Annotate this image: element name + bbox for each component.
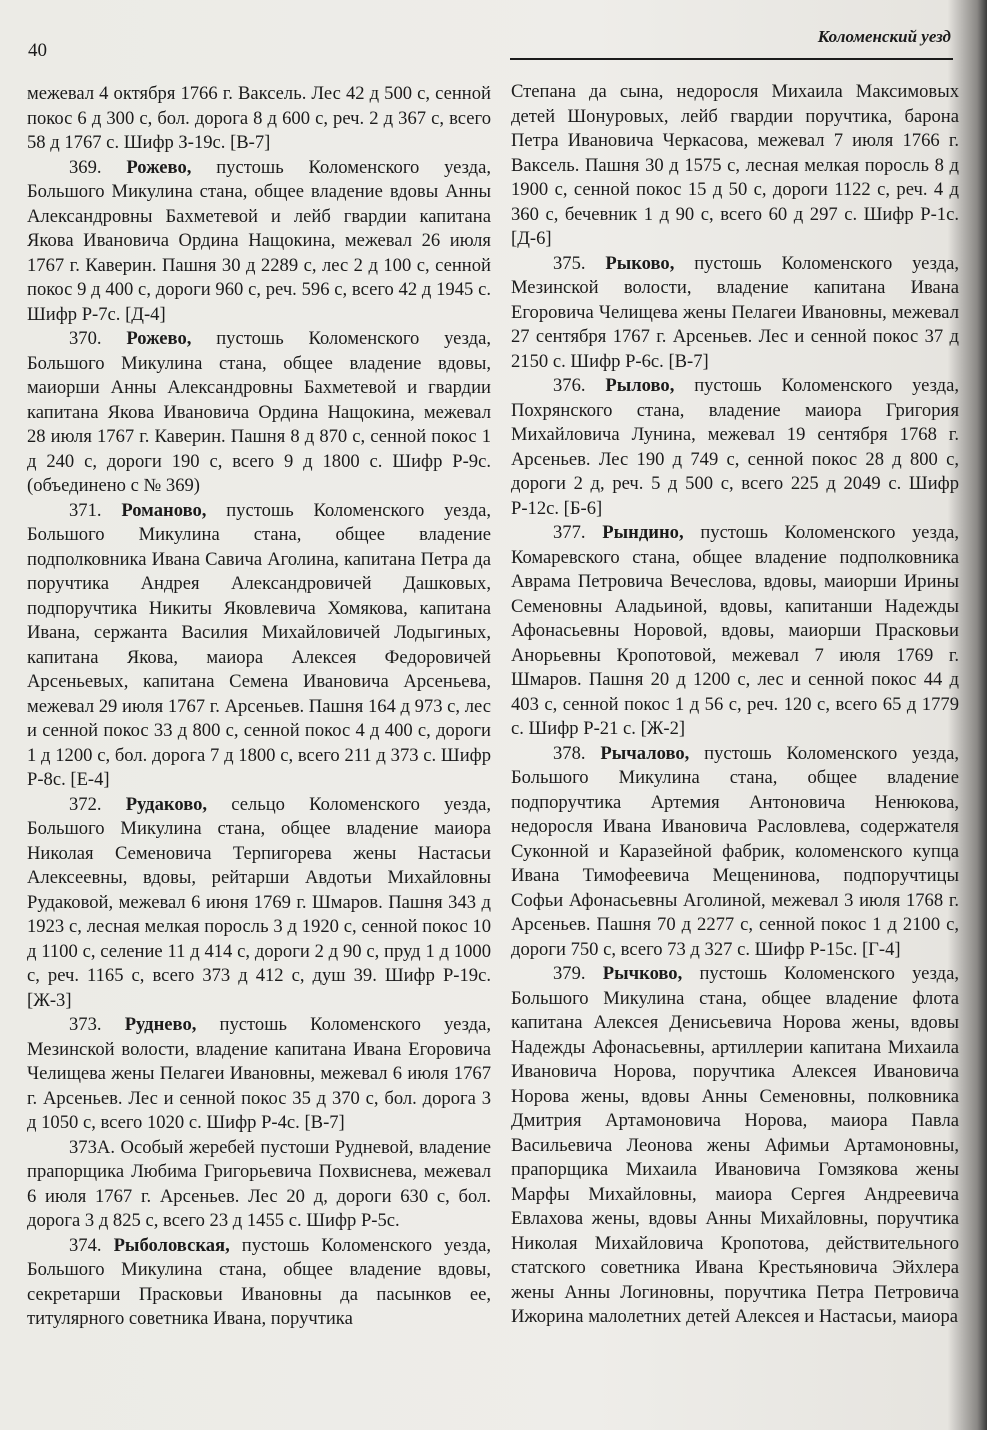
entry-term: Рычково, [602,963,683,984]
entry-372 [27,793,491,1014]
entry-373a [27,1136,491,1234]
entry-number: 375. [553,252,586,274]
entry-number: 370. [69,328,102,349]
entry-number: 372. [69,793,102,815]
entry-number: 376. [553,375,586,396]
entry-text: пустошь Коломенского уезда, Мезинской волости, владение капитана Ивана Егоровича Челищева жены Пелагеи Ивановны, межевал 27 сентября 1767 г. Арсеньев. Лес и сенной покос 37 д 2150 с. Шифр Р-6с. [В-7] [511,252,959,372]
entry-term: Рожево, [126,156,192,178]
entry-text: сельцо Коломенского уезда, Большого Микулина стана, общее владение маиора Николая Семеновича Терпигорева жены Настасьи Алексеевны, вдовы, рейтарши Авдотьи Михайловны Рудаковой, межевал 6 июня 1769 г. Шмаров. Пашня 343 д 1923 с, лесная мелкая поросль 3 д 1920 с, сенной покос 10 д 1100 с, селение 11 д 414 с, дороги 2 д 90 с, пруд 1 д 1000 с, реч. 1165 с, всего 373 д 412 с, душ 39. Шифр Р-19с. [Ж-3] [27,793,491,1011]
page-number: 40 [28,40,47,61]
entry-number: 374. [69,1234,102,1256]
header-rule [510,58,953,60]
right-column [511,80,959,1420]
entry-term: Романово, [121,499,207,521]
entry-text: пустошь Коломенского уезда, Большого Микулина стана, общее владение флота капитана Алексея Денисьевича Норова жены, вдовы Надежды Афонасьевны, артиллерии капитана Михаила Ивановича Норова, поручтика Алексея Ивановича Норова жены, вдовы Анны Семеновны, полковника Дмитрия Артамоновича Норова, маиора Павла Васильевича Леонова жены Афимьи Артамоновны, прапорщика Михаила Ивановича Гомзякова жены Марфы Михайловны, маиора Сергея Андреевича Евлахова жены, вдовы Анны Михайловны, поручтика Николая Михайловича Кропотова, действительного статского советника Ивана Крестьяновича Эйхлера жены Анны Логиновны, поручтика Петра Петровича Ижорина малолетних детей Алексея и Настасьи, маиора [511,963,959,1327]
entry-369 [27,156,491,328]
entry-text: пустошь Коломенского уезда, Большого Микулина стана, общее владение вдовы, маиорши Анны Александровны Бахметевой и гвардии капитана Якова Ивановича Ордина Нащокина, межевал 28 июля 1767 г. Каверин. Пашня 8 д 870 с, сенной покос 1 д 240 с, дороги 190 с, всего 9 д 1800 с. Шифр Р-9с. (объединено с № 369) [27,328,491,496]
entry-text: пустошь Коломенского уезда, Большого Микулина стана, общее владение подполковника Ивана Савича Аголина, капитана Петра да поручтика Андрея Александровичей Дашковых, подпоручтика Никиты Яковлевича Хомякова, капитана Ивана, сержанта Василия Михайловичей Лодыгиных, капитана Якова, маиора Алексея Федоровичей Арсеньевых, капитана Семена Ивановича Арсеньева, межевал 29 июля 1767 г. Арсеньев. Пашня 164 д 973 с, лес и сенной покос 33 д 800 с, сенной покос 4 д 400 с, дороги 1 д 1200 с, бол. дорога 7 д 1800 с, всего 211 д 373 с. Шифр Р-8с. [Е-4] [27,499,491,790]
entry-text: межевал 4 октября 1766 г. Ваксель. Лес 42 д 500 с, сенной покос 6 д 300 с, бол. дорога 8 д 600 с, реч. 2 д 367 с, всего 58 д 1767 с. Шифр З-19с. [В-7] [27,83,491,153]
entry-term: Рожево, [126,328,192,349]
entry-text: пустошь Коломенского уезда, Большого Микулина стана, общее владение вдовы, секретарши Прасковьи Ивановны да пасынков ее, титулярного советника Ивана, поручтика [27,1234,491,1329]
entry-number: 378. [553,742,586,764]
entry-term: Рудаково, [125,793,208,815]
entry-text: пустошь Коломенского уезда, Мезинской волости, владение капитана Ивана Егоровича Челищева жены Пелагеи Ивановны, межевал 6 июля 1767 г. Арсеньев. Лес и сенной покос 35 д 370 с, бол. дорога 3 д 1050 с, всего 1020 с. Шифр Р-4с. [В-7] [27,1014,491,1133]
entry-continuation [511,80,959,252]
entry-term: Рылово, [605,375,675,396]
entry-number: 369. [69,156,102,178]
entry-378 [511,742,959,963]
entry-term: Руднево, [124,1014,197,1035]
entry-371 [27,499,491,793]
entry-376 [511,374,959,521]
entry-continuation [27,82,491,156]
entry-373 [27,1013,491,1136]
entry-term: Рыболовская, [113,1234,230,1256]
entry-375 [511,252,959,375]
entry-number: 373. [69,1014,102,1035]
entry-term: Рыково, [605,252,675,274]
entry-number: 379. [553,963,586,984]
entry-377 [511,521,959,742]
entry-text: Особый жеребей пустоши Рудневой, владение прапорщика Любима Григорьевича Похвиснева, межевал 6 июля 1767 г. Арсеньев. Лес 20 д, дороги 630 с, бол. дорога 3 д 825 с, всего 23 д 1455 с. Шифр Р-5с. [27,1136,491,1231]
entry-number: 371. [69,499,102,521]
entry-379 [511,962,959,1330]
entry-number: 373А. [69,1136,115,1158]
entry-text: пустошь Коломенского уезда, Комаревского стана, общее владение подполковника Аврама Петровича Вечеслова, вдовы, маиорши Ирины Семеновны Аладьиной, вдовы, капитанши Надежды Афонасьевны Норовой, вдовы, маиорши Прасковьи Анорьевны Кропотовой, межевал 7 июля 1769 г. Шмаров. Пашня 20 д 1200 с, лес и сенной покос 44 д 403 с, сенной покос 1 д 56 с, реч. 120 с, всего 65 д 1779 с. Шифр Р-21 с. [Ж-2] [511,522,959,739]
entry-374 [27,1234,491,1332]
entry-370 [27,327,491,499]
entry-text: пустошь Коломенского уезда, Большого Микулина стана, общее владение вдовы Анны Александровны Бахметевой и лейб гвардии капитана Якова Ивановича Ордина Нащокина, межевал 26 июля 1767 г. Каверин. Пашня 30 д 2289 с, лес 2 д 100 с, сенной покос 9 д 400 с, дороги 960 с, реч. 596 с, всего 42 д 1945 с. Шифр Р-7с. [Д-4] [27,156,491,325]
running-head: Коломенский уезд [817,27,951,46]
entry-text: пустошь Коломенского уезда, Похрянского стана, владение маиора Григория Михайловича Лунина, межевал 19 сентября 1768 г. Арсеньев. Лес 190 д 749 с, сенной покос 28 д 800 с, дороги 2 д, реч. 5 д 500 с, всего 225 д 2049 с. Шифр Р-12с. [Б-6] [511,375,959,519]
entry-text: Степана да сына, недоросля Михаила Максимовых детей Шонуровых, лейб гвардии поручтика, барона Петра Ивановича Черкасова, межевал 7 июля 1766 г. Ваксель. Пашня 30 д 1575 с, лесная мелкая поросль 8 д 1900 с, сенной покос 15 д 50 с, дороги 1122 с, реч. 4 д 360 с, бечевник 1 д 90 с, всего 60 д 297 с. Шифр Р-1с. [Д-6] [511,81,959,249]
left-column [27,82,491,1422]
entry-number: 377. [553,522,586,543]
entry-text: пустошь Коломенского уезда, Большого Микулина стана, общее владение подпоручтика Артемия Антоновича Ненюкова, недоросля Ивана Ивановича Расловлева, содержателя Суконной и Каразейной фабрик, коломенского купца Ивана Тимофеевича Мещенинова, подпоручтицы Софьи Афонасьевны Аголиной, межевал 3 июля 1768 г. Арсеньев. Пашня 70 д 2277 с, сенной покос 1 д 2100 с, дороги 750 с, всего 73 д 327 с. Шифр Р-15с. [Г-4] [511,742,959,960]
entry-term: Рындино, [602,522,684,543]
entry-term: Рычалово, [600,742,690,764]
